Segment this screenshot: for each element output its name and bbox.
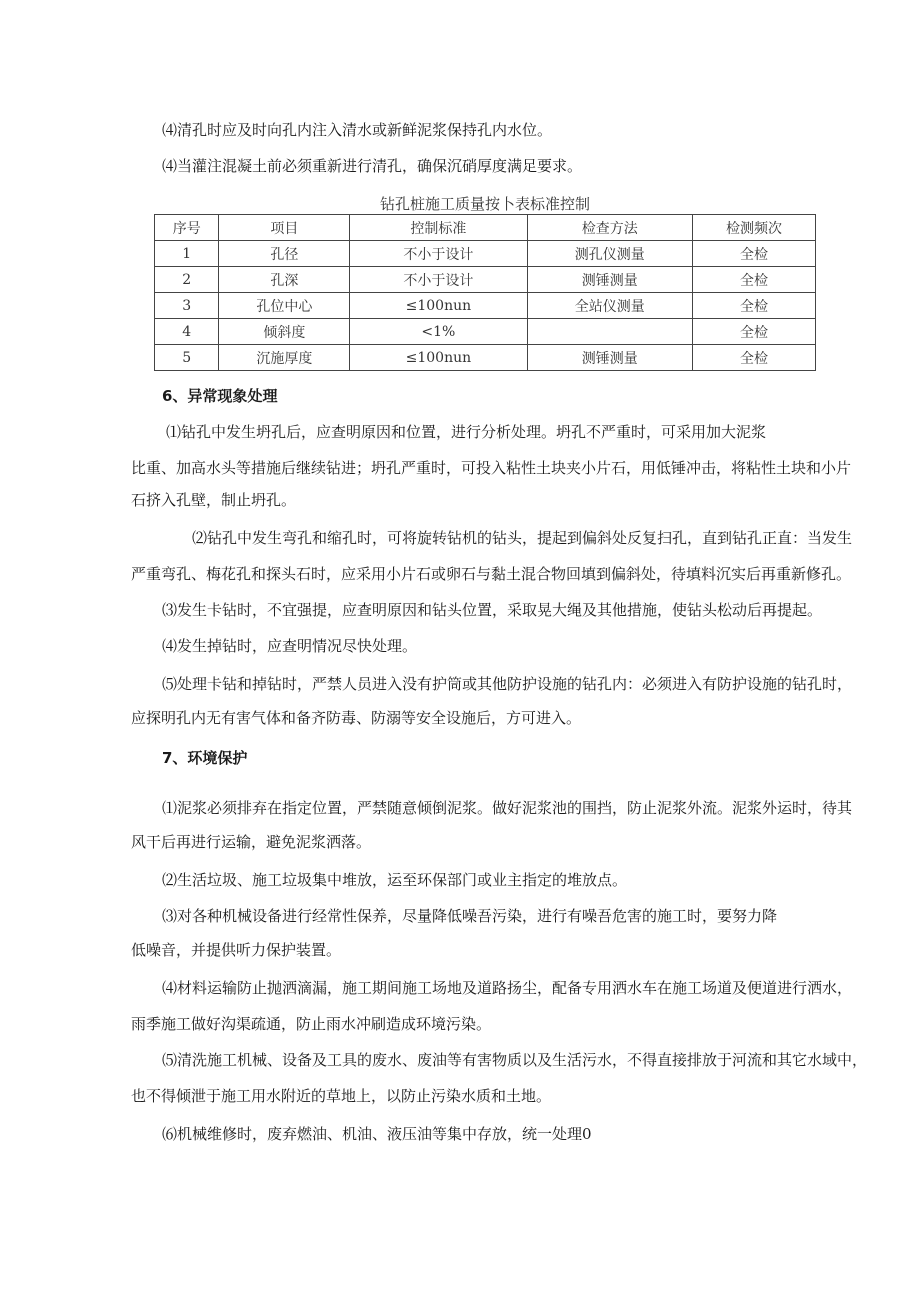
paragraph-line: ⑶发生卡钻时，不宜强提，应查明原因和钻头位置，采取晃大绳及其他措施，使钻头松动后再提起。 [162, 601, 823, 619]
cell-method: 测锤测量 [527, 267, 692, 293]
cell-method: 测锤测量 [527, 345, 692, 371]
section-heading-anomaly: 6、异常现象处理 [162, 387, 278, 405]
table-caption: 钻孔桩施工质量按卜表标准控制 [379, 195, 590, 213]
cell-standard: ≤100nun [350, 345, 527, 371]
cell-standard: ≤100nun [350, 293, 527, 319]
header-cell-frequency: 检测频次 [693, 215, 816, 241]
cell-number: 3 [155, 293, 219, 319]
cell-number: 1 [155, 241, 219, 267]
cell-item: 孔径 [219, 241, 350, 267]
cell-number: 5 [155, 345, 219, 371]
cell-frequency: 全检 [693, 345, 816, 371]
paragraph-line: ⑹机械维修时，废弃燃油、机油、液压油等集中存放，统一处理0 [162, 1125, 592, 1143]
paragraph-line: ⑸清洗施工机械、设备及工具的废水、废油等有害物质以及生活污水，不得直接排放于河流和其它水域中， [162, 1051, 868, 1069]
cell-method [527, 319, 692, 345]
paragraph-line: ⑴泥浆必须排弃在指定位置，严禁随意倾倒泥浆。做好泥浆池的围挡，防止泥浆外流。泥浆外运时，待其 [162, 799, 853, 817]
table-row [155, 319, 816, 345]
cell-frequency: 全检 [693, 293, 816, 319]
cell-frequency: 全检 [693, 267, 816, 293]
paragraph-line: ⑷材料运输防止抛洒滴漏，施工期间施工场地及道路扬尘，配备专用洒水车在施工场道及便道进行洒水， [162, 979, 853, 997]
paragraph-line: 低噪音，并提供听力保护装置。 [131, 941, 342, 959]
table-header-row [155, 215, 816, 241]
header-cell-item: 项目 [219, 215, 350, 241]
section-heading-environment: 7、环境保护 [162, 749, 248, 767]
cell-standard: 不小于设计 [350, 241, 527, 267]
cell-standard: <1% [350, 319, 527, 345]
paragraph-line: ⑶对各种机械设备进行经常性保养，尽量降低噪吾污染，进行有噪吾危害的施工时，要努力降 [162, 907, 778, 925]
paragraph-line: ⑵生活垃圾、施工垃圾集中堆放，运至环保部门或业主指定的堆放点。 [162, 871, 628, 889]
cell-method: 测孔仪测量 [527, 241, 692, 267]
cell-standard: 不小于设计 [350, 267, 527, 293]
cell-number: 4 [155, 319, 219, 345]
paragraph-line: 风干后再进行运输，避免泥浆洒落。 [131, 833, 372, 851]
paragraph-line: 也不得倾泄于施工用水附近的草地上，以防止污染水质和土地。 [131, 1087, 552, 1105]
paragraph-line: 应探明孔内无有害气体和备齐防毒、防溺等安全设施后，方可进入。 [131, 709, 582, 727]
table-row [155, 293, 816, 319]
paragraph-line: ⑸处理卡钻和掉钻时，严禁人员进入没有护筒或其他防护设施的钻孔内：必须进入有防护设施的钻孔时， [162, 675, 853, 693]
paragraph-line: 比重、加高水头等措施后继续钻进；坍孔严重时，可投入粘性土块夹小片石，用低锤冲击，将粘性土块和小片 [131, 459, 852, 477]
cell-item: 孔位中心 [219, 293, 350, 319]
paragraph-line: 雨季施工做好沟渠疏通，防止雨水冲刷造成环境污染。 [131, 1015, 492, 1033]
quality-control-table [154, 214, 816, 371]
cell-frequency: 全检 [693, 319, 816, 345]
table-row [155, 267, 816, 293]
header-cell-number: 序号 [155, 215, 219, 241]
cell-item: 沉施厚度 [219, 345, 350, 371]
table-row [155, 345, 816, 371]
paragraph-line: 严重弯孔、梅花孔和探头石时，应采用小片石或卵石与黏土混合物回填到偏斜处，待填料沉实后再重新修孔。 [131, 565, 852, 583]
header-cell-method: 检查方法 [527, 215, 692, 241]
cell-item: 倾斜度 [219, 319, 350, 345]
cell-frequency: 全检 [693, 241, 816, 267]
table-row [155, 241, 816, 267]
header-cell-standard: 控制标准 [350, 215, 527, 241]
paragraph-clean-hole: ⑷清孔时应及时向孔内注入清水或新鲜泥浆保持孔内水位。 [162, 121, 553, 139]
cell-method: 全站仪测量 [527, 293, 692, 319]
paragraph-line: 石挤入孔壁，制止坍孔。 [131, 491, 297, 509]
cell-item: 孔深 [219, 267, 350, 293]
paragraph-line: ⑴钻孔中发生坍孔后，应查明原因和位置，进行分析处理。坍孔不严重时，可采用加大泥浆 [166, 423, 767, 441]
paragraph-line: ⑵钻孔中发生弯孔和缩孔时，可将旋转钻机的钻头，提起到偏斜处反复扫孔，直到钻孔正直：当发生 [192, 529, 853, 547]
paragraph-reclean-before-pour: ⑷当灌注混凝土前必须重新进行清孔，确保沉硝厚度满足要求。 [162, 157, 583, 175]
cell-number: 2 [155, 267, 219, 293]
paragraph-line: ⑷发生掉钻时，应查明情况尽快处理。 [162, 637, 418, 655]
